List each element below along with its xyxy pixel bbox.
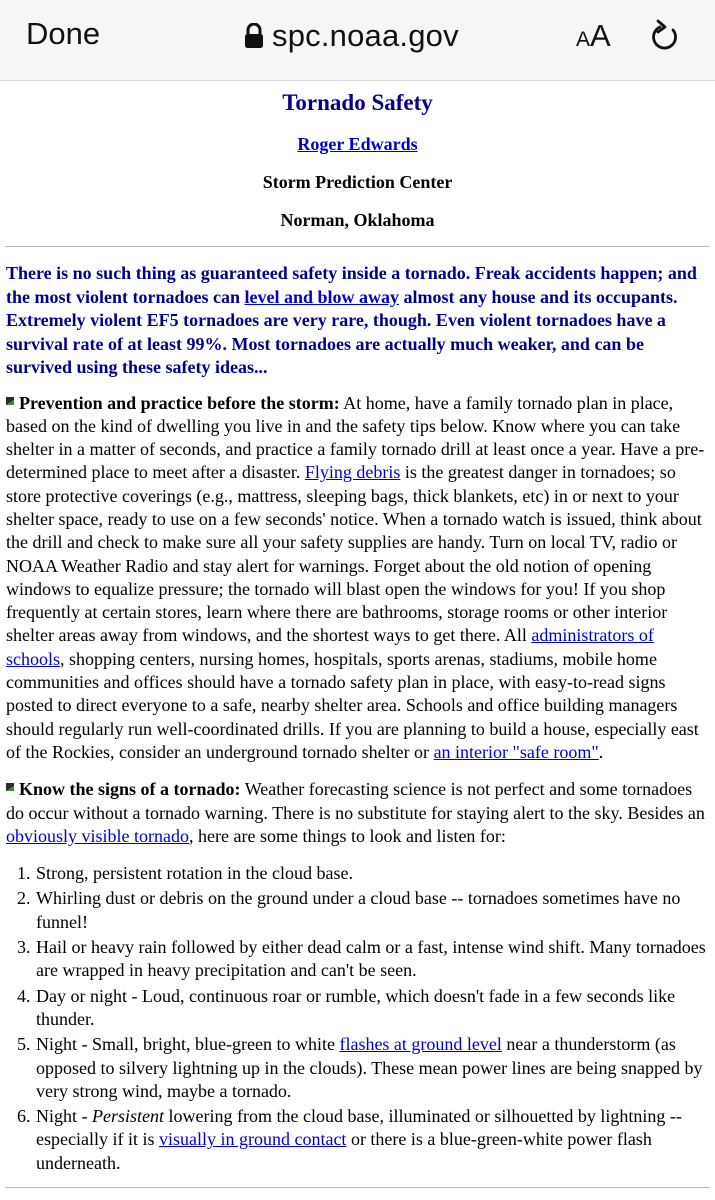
list-item — [35, 936, 709, 983]
text-size-button[interactable] — [576, 18, 611, 54]
text-size-big-glyph: A — [590, 18, 611, 53]
author-line — [0, 134, 715, 155]
list-item — [35, 985, 709, 1032]
list-item-text: Day or night - Loud, continuous roar or rumble, which doesn't fade in a few seconds like thunder. — [36, 985, 676, 1029]
divider — [5, 1187, 710, 1188]
list-item — [35, 1105, 709, 1175]
list-item — [35, 862, 709, 885]
list-item — [35, 887, 709, 934]
list-item-text: Night - Small, bright, blue-green to white — [36, 1034, 340, 1055]
tornado-signs-list — [6, 862, 709, 1175]
organization: Storm Prediction Center — [262, 172, 453, 192]
text-size-small-glyph: A — [576, 28, 591, 51]
address-bar[interactable] — [244, 16, 459, 56]
prevention-text: , shopping centers, nursing homes, hospitals, sports arenas, stadiums, mobile home communities and offices should have a tornado safety plan in place, with easy-to-read signs posted to direct everyone to a safe, nearby shelter area. Schools and office building managers should regularly run well-coordinated drills. If you are planning to build a house, especially east of the Rockies, consider an underground tornado shelter or — [6, 648, 699, 762]
signs-text: , here are some things to look and listen for: — [189, 825, 506, 846]
url-text: spc.noaa.gov — [272, 18, 459, 53]
list-item-text: Whirling dust or debris on the ground under a cloud base -- tornadoes sometimes have no funnel! — [36, 888, 681, 932]
list-item-text: Strong, persistent rotation in the cloud base. — [36, 863, 353, 884]
done-button[interactable]: Done — [26, 16, 101, 51]
list-item-text: near a thunderstorm (as opposed to silvery lightning up in the clouds). These mean power lines are being snapped by very strong wind, maybe a tornado. — [36, 1034, 703, 1101]
browser-toolbar — [0, 0, 715, 81]
signs-paragraph — [6, 778, 709, 848]
list-item-text: or there is a blue-green-white power flash underneath. — [36, 1129, 652, 1173]
lock-icon — [244, 23, 264, 49]
intro-text: There is no such thing as guaranteed safety inside a tornado. Freak accidents happen; and the most violent tornadoes can — [6, 263, 697, 307]
list-item-emphasis: Persistent — [92, 1106, 164, 1127]
intro-text: almost any house and its occupants. Extremely violent EF5 tornadoes are very rare, though. Even violent tornadoes have a survival rate of at least 99%. Most tornadoes are actually much weaker, and can be survived using these safety ideas... — [6, 286, 678, 377]
list-item-text: lowering from the cloud base, illuminated or silhouetted by lightning -- especially if it is — [36, 1106, 682, 1150]
page-title: Tornado Safety — [282, 90, 433, 115]
bullet-icon — [6, 783, 14, 791]
visually-in-ground-contact-link[interactable]: visually in ground contact — [158, 1129, 347, 1150]
prevention-text: At home, have a family tornado plan in place, based on the kind of dwelling you live in and the safety tips below. Know where you can take shelter in a matter of seconds, and practice a family tornado drill at least once a year. Have a pre-determined place to meet after a disaster. — [6, 392, 705, 483]
reload-icon[interactable] — [648, 16, 682, 56]
prevention-text: is the greatest danger in tornadoes; so store protective coverings (e.g., mattress, sleeping bags, thick blankets, etc) in or next to your shelter space, ready to use on a few seconds' notice. When a tornado watch is issued, think about the drill and check to make sure all your safety supplies are handy. Turn on local TV, radio or NOAA Weather Radio and stay alert for warnings. Forget about the old notion of opening windows to equalize pressure; the tornado will blast open the windows for you! If you shop frequently at certain stores, learn where there are bathrooms, storage rooms or other interior shelter areas away from windows, and the shortest ways to get there. All — [6, 462, 702, 646]
divider — [5, 246, 710, 247]
obviously-visible-tornado-link[interactable]: obviously visible tornado — [6, 825, 189, 846]
page-content — [0, 80, 715, 1188]
prevention-text: . — [598, 741, 604, 762]
flying-debris-link[interactable]: Flying debris — [304, 462, 401, 483]
prevention-paragraph — [6, 392, 709, 765]
intro-paragraph — [6, 262, 709, 380]
prevention-heading: Prevention and practice before the storm: — [19, 392, 340, 413]
author-link[interactable]: Roger Edwards — [297, 134, 418, 154]
level-and-blow-away-link[interactable]: level and blow away — [244, 286, 399, 307]
administrators-of-schools-link[interactable]: administrators of schools — [6, 625, 654, 669]
list-item-text: Night - — [36, 1106, 92, 1127]
flashes-at-ground-level-link[interactable]: flashes at ground level — [339, 1034, 502, 1055]
bullet-icon — [6, 397, 14, 405]
signs-text: Weather forecasting science is not perfect and some tornadoes do occur without a tornado warning. There is no substitute for staying alert to the sky. Besides an — [6, 779, 705, 823]
location: Norman, Oklahoma — [280, 210, 435, 230]
list-item-text: Hail or heavy rain followed by either dead calm or a fast, intense wind shift. Many tornadoes are wrapped in heavy precipitation and can't be seen. — [36, 937, 706, 981]
safe-room-link[interactable]: an interior "safe room" — [433, 741, 599, 762]
signs-heading: Know the signs of a tornado: — [19, 779, 241, 800]
list-item — [35, 1033, 709, 1103]
